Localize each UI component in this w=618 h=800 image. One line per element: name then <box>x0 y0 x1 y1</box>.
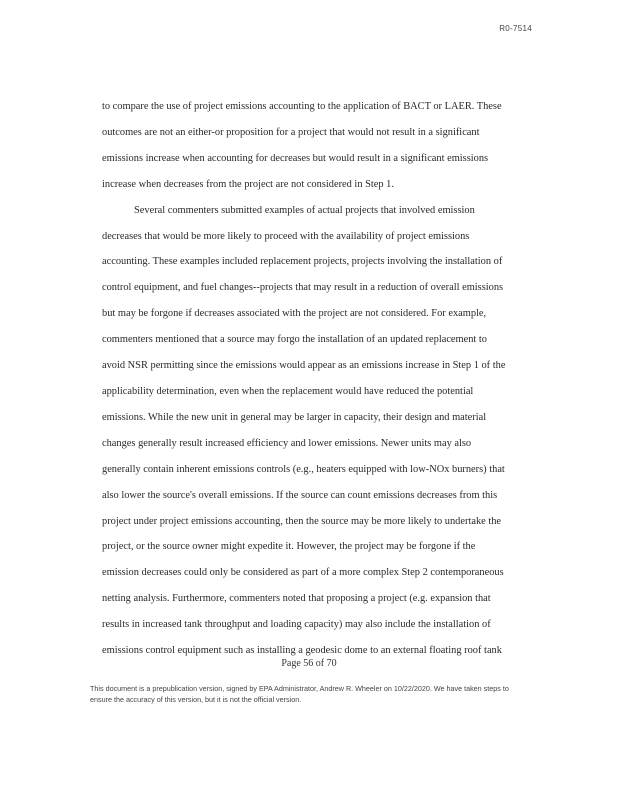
text-line: to compare the use of project emissions accounting to the application of BACT or LAER. These <box>102 101 502 112</box>
text-line: avoid NSR permitting since the emissions would appear as an emissions increase in Step 1 of the <box>102 360 506 372</box>
text-line: commenters mentioned that a source may forgo the installation of an updated replacement to <box>102 334 488 346</box>
text-line: emissions increase when accounting for decreases but would result in a significant emissions <box>102 152 489 164</box>
paragraph-2 <box>102 198 522 664</box>
text-line: accounting. These examples included replacement projects, projects involving the installation of <box>102 256 503 268</box>
text-line: also lower the source's overall emissions. If the source can count emissions decreases from this <box>102 489 498 501</box>
text-line: emissions control equipment such as installing a geodesic dome to an external floating roof tank <box>102 645 502 657</box>
text-line: generally contain inherent emissions controls (e.g., heaters equipped with low-NOx burners) that <box>102 463 505 475</box>
text-line: changes generally result increased efficiency and lower emissions. Newer units may also <box>102 437 472 449</box>
page-number: Page 56 of 70 <box>281 658 337 669</box>
text-line: netting analysis. Furthermore, commenters noted that proposing a project (e.g. expansion that <box>102 593 491 605</box>
prepublication-disclaimer: This document is a prepublication version, signed by EPA Administrator, Andrew R. Wheeler on 10/22/2020. We have taken steps to ensure the accuracy of this version, but it is not the official version. <box>90 684 509 704</box>
text-line: Several commenters submitted examples of actual projects that involved emission <box>134 204 475 216</box>
text-line: project under project emissions accounting, then the source may be more likely to undertake the <box>102 515 502 527</box>
text-line: decreases that would be more likely to proceed with the availability of project emissions <box>102 230 470 242</box>
text-line: but may be forgone if decreases associated with the project are not considered. For example, <box>102 308 487 320</box>
text-line: project, or the source owner might expedite it. However, the project may be forgone if the <box>102 541 476 553</box>
paragraph-1 <box>102 94 522 198</box>
text-line: emission decreases could only be considered as part of a more complex Step 2 contemporaneous <box>102 567 504 579</box>
text-line: control equipment, and fuel changes--projects that may result in a reduction of overall emissions <box>102 282 504 294</box>
document-id: R0-7514 <box>499 24 532 33</box>
text-line: applicability determination, even when the replacement would have reduced the potential <box>102 385 474 397</box>
text-line: results in increased tank throughput and loading capacity) may also include the installation of <box>102 619 491 631</box>
text-line: increase when decreases from the project are not considered in Step 1. <box>102 178 394 190</box>
text-line: emissions. While the new unit in general may be larger in capacity, their design and material <box>102 411 487 423</box>
text-line: outcomes are not an either-or proposition for a project that would not result in a significant <box>102 126 480 138</box>
body-text <box>102 94 522 664</box>
